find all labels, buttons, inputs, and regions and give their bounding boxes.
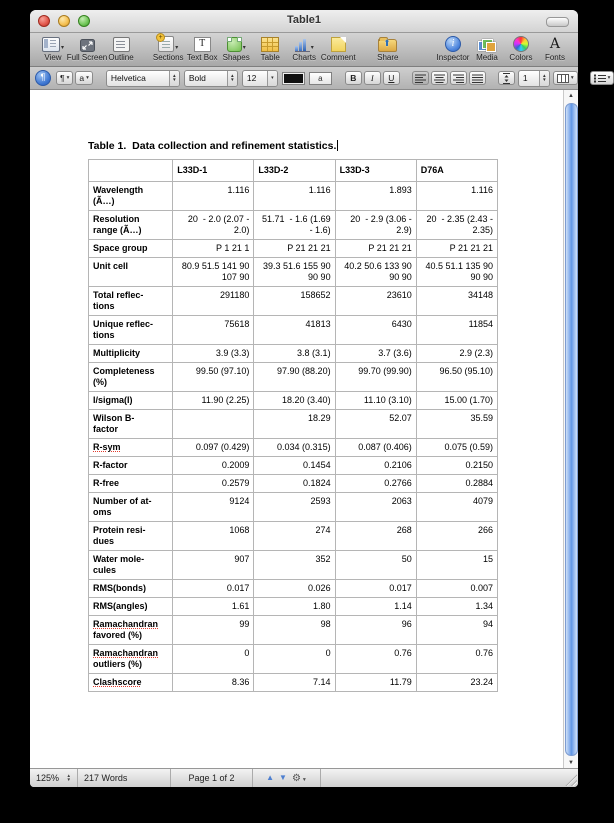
- value-cell[interactable]: 274: [254, 522, 335, 551]
- stepper-icon: ▲ ▼: [227, 71, 237, 86]
- value-cell[interactable]: 266: [416, 522, 497, 551]
- value-cell[interactable]: 97.90 (88.20): [254, 363, 335, 392]
- value-cell[interactable]: 20 - 2.9 (3.06 - 2.9): [335, 211, 416, 240]
- value-cell[interactable]: 40.5 51.1 135 90 90 90: [416, 258, 497, 287]
- value-cell[interactable]: 99.50 (97.10): [173, 363, 254, 392]
- value-cell[interactable]: 96.50 (95.10): [416, 363, 497, 392]
- charts-icon: [295, 38, 310, 52]
- value-cell[interactable]: 268: [335, 522, 416, 551]
- toolbar-textbox-button[interactable]: T Text Box: [186, 38, 218, 62]
- scroll-up-arrow-icon[interactable]: ▲: [568, 93, 574, 99]
- shapes-icon: [227, 37, 242, 52]
- value-cell[interactable]: 0.2766: [335, 475, 416, 493]
- value-cell[interactable]: 11.10 (3.10): [335, 392, 416, 410]
- column-header[interactable]: L33D-3: [335, 160, 416, 182]
- table-row: [89, 363, 498, 392]
- table-row: [89, 211, 498, 240]
- value-cell[interactable]: [173, 410, 254, 439]
- pages-window: [30, 10, 611, 787]
- table-row: [89, 439, 498, 457]
- value-cell[interactable]: 11.90 (2.25): [173, 392, 254, 410]
- value-cell[interactable]: 7.14: [254, 674, 335, 692]
- value-cell[interactable]: 51.71 - 1.6 (1.69 - 1.6): [254, 211, 335, 240]
- table-row: [89, 598, 498, 616]
- share-icon: [378, 39, 397, 52]
- row-label[interactable]: I/sigma(I): [89, 392, 173, 410]
- document-page[interactable]: [88, 140, 500, 692]
- columns-icon: [557, 74, 569, 83]
- zoom-control[interactable]: [30, 769, 78, 787]
- row-label[interactable]: Total reflec- tions: [89, 287, 173, 316]
- value-cell[interactable]: 0.76: [416, 645, 497, 674]
- toolbar: [30, 33, 578, 67]
- value-cell[interactable]: 0.2106: [335, 457, 416, 475]
- word-count: 217 Words: [78, 769, 171, 787]
- value-cell[interactable]: 1.116: [416, 182, 497, 211]
- toolbar-charts-button[interactable]: ▾ Charts: [290, 34, 318, 62]
- zoom-stepper-icon[interactable]: ▲ ▼: [66, 773, 71, 782]
- gear-icon: ⚙: [291, 772, 301, 784]
- row-label[interactable]: RMS(bonds): [89, 580, 173, 598]
- value-cell[interactable]: P 1 21 1: [173, 240, 254, 258]
- dropdown-arrow-icon: ▾: [242, 45, 246, 51]
- inspector-icon: i: [445, 36, 461, 52]
- value-cell[interactable]: 99.70 (99.90): [335, 363, 416, 392]
- value-cell[interactable]: 0.017: [173, 580, 254, 598]
- value-cell[interactable]: P 21 21 21: [254, 240, 335, 258]
- align-justify-button[interactable]: [469, 71, 486, 85]
- row-label[interactable]: Wavelength (Ã…): [89, 182, 173, 211]
- stepper-icon: ▲ ▼: [539, 71, 549, 86]
- value-cell[interactable]: 158652: [254, 287, 335, 316]
- page-navigation: [253, 769, 321, 787]
- value-cell[interactable]: 1.61: [173, 598, 254, 616]
- value-cell[interactable]: 52.07: [335, 410, 416, 439]
- value-cell[interactable]: 2063: [335, 493, 416, 522]
- value-cell[interactable]: 20 - 2.35 (2.43 - 2.35): [416, 211, 497, 240]
- table-icon: [261, 37, 279, 52]
- table-row: [89, 551, 498, 580]
- value-cell[interactable]: 3.8 (3.1): [254, 345, 335, 363]
- value-cell[interactable]: 75618: [173, 316, 254, 345]
- value-cell[interactable]: 1.116: [173, 182, 254, 211]
- value-cell[interactable]: 35.59: [416, 410, 497, 439]
- value-cell[interactable]: 0.087 (0.406): [335, 439, 416, 457]
- table-row: [89, 457, 498, 475]
- toolbar-inspector-button[interactable]: i Inspector: [436, 38, 470, 62]
- row-label[interactable]: Ramachandran outliers (%): [89, 645, 173, 674]
- row-label[interactable]: Multiplicity: [89, 345, 173, 363]
- table-row: [89, 674, 498, 692]
- status-gear-button[interactable]: [292, 773, 307, 784]
- value-cell[interactable]: 80.9 51.5 141 90 107 90: [173, 258, 254, 287]
- column-header[interactable]: D76A: [416, 160, 497, 182]
- align-right-icon: [453, 74, 464, 83]
- align-center-icon: [434, 74, 445, 83]
- table-row: [89, 182, 498, 211]
- value-cell[interactable]: 50: [335, 551, 416, 580]
- stats-table[interactable]: [88, 159, 498, 692]
- align-justify-icon: [472, 74, 483, 83]
- value-cell[interactable]: 6430: [335, 316, 416, 345]
- value-cell[interactable]: 98: [254, 616, 335, 645]
- status-bar-spacer: [321, 769, 578, 787]
- text-background-well[interactable]: a: [309, 72, 332, 85]
- value-cell[interactable]: 94: [416, 616, 497, 645]
- table-row: [89, 345, 498, 363]
- line-spacing-icon: [502, 73, 511, 84]
- typeface-popup[interactable]: Bold ▲ ▼: [184, 70, 238, 87]
- table-row: [89, 475, 498, 493]
- value-cell[interactable]: 41813: [254, 316, 335, 345]
- corner-header-cell[interactable]: [89, 160, 173, 182]
- value-cell[interactable]: 0.1454: [254, 457, 335, 475]
- table-row: [89, 258, 498, 287]
- columns-button[interactable]: [553, 71, 578, 85]
- value-cell[interactable]: 1.893: [335, 182, 416, 211]
- row-label[interactable]: Completeness (%): [89, 363, 173, 392]
- dropdown-arrow-icon: ▾: [310, 45, 314, 51]
- list-style-button[interactable]: [590, 71, 614, 85]
- value-cell[interactable]: 96: [335, 616, 416, 645]
- toolbar-outline-button[interactable]: Outline: [107, 34, 135, 62]
- italic-button[interactable]: I: [364, 71, 381, 85]
- value-cell[interactable]: 1.14: [335, 598, 416, 616]
- document-title-text: Table 1. Data collection and refinement statistics.: [88, 140, 337, 152]
- align-left-icon: [415, 74, 426, 83]
- scroll-down-arrow-icon[interactable]: ▼: [568, 760, 574, 766]
- row-label[interactable]: Unique reflec- tions: [89, 316, 173, 345]
- text-box-icon: T: [194, 37, 211, 52]
- toolbar-fullscreen-button[interactable]: Full Screen: [73, 34, 101, 62]
- comment-icon: [331, 37, 346, 52]
- value-cell[interactable]: 34148: [416, 287, 497, 316]
- value-cell[interactable]: 99: [173, 616, 254, 645]
- titlebar[interactable]: [30, 10, 578, 33]
- character-style-button[interactable]: a ▾: [75, 71, 93, 85]
- bold-button[interactable]: B: [345, 71, 362, 85]
- value-cell[interactable]: 907: [173, 551, 254, 580]
- value-cell[interactable]: 352: [254, 551, 335, 580]
- vertical-scrollbar[interactable]: [563, 90, 578, 769]
- table-row: [89, 316, 498, 345]
- value-cell[interactable]: 1.116: [254, 182, 335, 211]
- status-bar: [30, 768, 578, 787]
- dropdown-arrow-icon: ▾: [86, 75, 89, 81]
- value-cell[interactable]: 0.2579: [173, 475, 254, 493]
- value-cell[interactable]: 8.36: [173, 674, 254, 692]
- table-row: [89, 240, 498, 258]
- value-cell[interactable]: 0.2884: [416, 475, 497, 493]
- line-spacing-icon-button[interactable]: [498, 71, 515, 85]
- toolbar-table-button[interactable]: Table: [256, 34, 284, 62]
- colors-icon: [513, 36, 529, 52]
- media-icon: [478, 39, 495, 52]
- row-label[interactable]: Water mole- cules: [89, 551, 173, 580]
- value-cell[interactable]: 18.20 (3.40): [254, 392, 335, 410]
- document-area[interactable]: [30, 90, 578, 769]
- row-label[interactable]: Wilson B- factor: [89, 410, 173, 439]
- toolbar-media-button[interactable]: Media: [473, 34, 501, 62]
- list-icon: [594, 74, 606, 83]
- value-cell[interactable]: 0.017: [335, 580, 416, 598]
- toolbar-shapes-button[interactable]: ▾ Shapes: [222, 34, 250, 62]
- value-cell[interactable]: 11854: [416, 316, 497, 345]
- value-cell[interactable]: P 21 21 21: [416, 240, 497, 258]
- dropdown-arrow-icon: ▾: [60, 45, 64, 51]
- value-cell[interactable]: 15.00 (1.70): [416, 392, 497, 410]
- value-cell[interactable]: 1.34: [416, 598, 497, 616]
- fonts-icon: A: [549, 36, 561, 52]
- value-cell[interactable]: 0.2150: [416, 457, 497, 475]
- value-cell[interactable]: 0: [173, 645, 254, 674]
- table-row: [89, 645, 498, 674]
- value-cell[interactable]: 0.2009: [173, 457, 254, 475]
- table-row: [89, 287, 498, 316]
- value-cell[interactable]: 0.1824: [254, 475, 335, 493]
- value-cell[interactable]: 3.9 (3.3): [173, 345, 254, 363]
- value-cell[interactable]: 2593: [254, 493, 335, 522]
- table-row: [89, 392, 498, 410]
- value-cell[interactable]: 0.034 (0.315): [254, 439, 335, 457]
- dropdown-arrow-icon: ▼: [301, 776, 307, 783]
- row-label[interactable]: Unit cell: [89, 258, 173, 287]
- row-label[interactable]: R-factor: [89, 457, 173, 475]
- value-cell[interactable]: 291180: [173, 287, 254, 316]
- toolbar-sections-button[interactable]: + ▾ Sections: [154, 34, 182, 62]
- dropdown-arrow-icon: ▾: [175, 45, 179, 51]
- text-color-well[interactable]: [282, 72, 305, 85]
- value-cell[interactable]: 0.075 (0.59): [416, 439, 497, 457]
- table-row: [89, 522, 498, 551]
- fullscreen-icon: [80, 34, 95, 52]
- view-icon: [42, 37, 60, 52]
- stepper-icon: ▾: [267, 71, 277, 86]
- dropdown-arrow-icon: ▾: [570, 75, 574, 81]
- row-label[interactable]: RMS(angles): [89, 598, 173, 616]
- zoom-level: 125%: [36, 773, 60, 783]
- sections-icon: [158, 36, 174, 52]
- outline-icon: [113, 37, 130, 52]
- value-cell[interactable]: 0: [254, 645, 335, 674]
- value-cell[interactable]: 15: [416, 551, 497, 580]
- value-cell[interactable]: 18.29: [254, 410, 335, 439]
- dropdown-arrow-icon: ▾: [66, 75, 70, 81]
- value-cell[interactable]: 23610: [335, 287, 416, 316]
- line-spacing-popup[interactable]: 1 ▲ ▼: [518, 70, 550, 87]
- table-row: [89, 616, 498, 645]
- text-cursor: [337, 140, 338, 151]
- value-cell[interactable]: 9124: [173, 493, 254, 522]
- row-label[interactable]: Protein resi- dues: [89, 522, 173, 551]
- row-label[interactable]: Ramachandran favored (%): [89, 616, 173, 645]
- row-label[interactable]: R-sym: [89, 439, 173, 457]
- header-row: [89, 160, 498, 182]
- row-label[interactable]: Number of at- oms: [89, 493, 173, 522]
- next-page-icon[interactable]: ▼: [279, 773, 287, 782]
- value-cell[interactable]: 4079: [416, 493, 497, 522]
- value-cell[interactable]: 0.097 (0.429): [173, 439, 254, 457]
- toolbar-comment-button[interactable]: Comment: [324, 34, 352, 62]
- toolbar-share-button[interactable]: ⬆ Share: [374, 34, 402, 62]
- document-title[interactable]: [88, 140, 500, 152]
- align-left-button[interactable]: [412, 71, 429, 85]
- scrollbar-thumb[interactable]: [565, 103, 578, 756]
- value-cell[interactable]: 39.3 51.6 155 90 90 90: [254, 258, 335, 287]
- font-size-popup[interactable]: 12 ▾: [242, 70, 278, 87]
- value-cell[interactable]: 0.76: [335, 645, 416, 674]
- row-label[interactable]: R-free: [89, 475, 173, 493]
- toolbar-fonts-button[interactable]: A Fonts: [544, 36, 565, 62]
- row-label[interactable]: Space group: [89, 240, 173, 258]
- dropdown-arrow-icon: ▾: [607, 75, 611, 81]
- toolbar-toggle-button[interactable]: [546, 17, 569, 27]
- value-cell[interactable]: 11.79: [335, 674, 416, 692]
- page-indicator[interactable]: Page 1 of 2: [171, 769, 253, 787]
- stepper-icon: ▲ ▼: [169, 71, 179, 86]
- paragraph-style-button[interactable]: ¶ ▾: [56, 71, 73, 85]
- value-cell[interactable]: 0.007: [416, 580, 497, 598]
- value-cell[interactable]: 1.80: [254, 598, 335, 616]
- column-header[interactable]: L33D-2: [254, 160, 335, 182]
- format-bar: [30, 67, 611, 90]
- value-cell[interactable]: P 21 21 21: [335, 240, 416, 258]
- row-label[interactable]: Clashscore: [89, 674, 173, 692]
- value-cell[interactable]: 40.2 50.6 133 90 90 90: [335, 258, 416, 287]
- toolbar-colors-button[interactable]: Colors: [507, 34, 535, 62]
- value-cell[interactable]: 20 - 2.0 (2.07 - 2.0): [173, 211, 254, 240]
- column-header[interactable]: L33D-1: [173, 160, 254, 182]
- toolbar-view-button[interactable]: ▾ View: [39, 34, 67, 62]
- value-cell[interactable]: 3.7 (3.6): [335, 345, 416, 363]
- row-label[interactable]: Resolution range (Ã…): [89, 211, 173, 240]
- value-cell[interactable]: 23.24: [416, 674, 497, 692]
- list-styles-icon[interactable]: ¶: [35, 70, 51, 86]
- window-title: Table1: [286, 14, 322, 26]
- previous-page-icon[interactable]: ▲: [266, 773, 275, 782]
- value-cell[interactable]: 0.026: [254, 580, 335, 598]
- value-cell[interactable]: 1068: [173, 522, 254, 551]
- underline-button[interactable]: U: [383, 71, 400, 85]
- table-row: [89, 410, 498, 439]
- table-row: [89, 493, 498, 522]
- table-row: [89, 580, 498, 598]
- align-right-button[interactable]: [450, 71, 467, 85]
- align-center-button[interactable]: [431, 71, 448, 85]
- value-cell[interactable]: 2.9 (2.3): [416, 345, 497, 363]
- font-family-popup[interactable]: Helvetica ▲ ▼: [106, 70, 180, 87]
